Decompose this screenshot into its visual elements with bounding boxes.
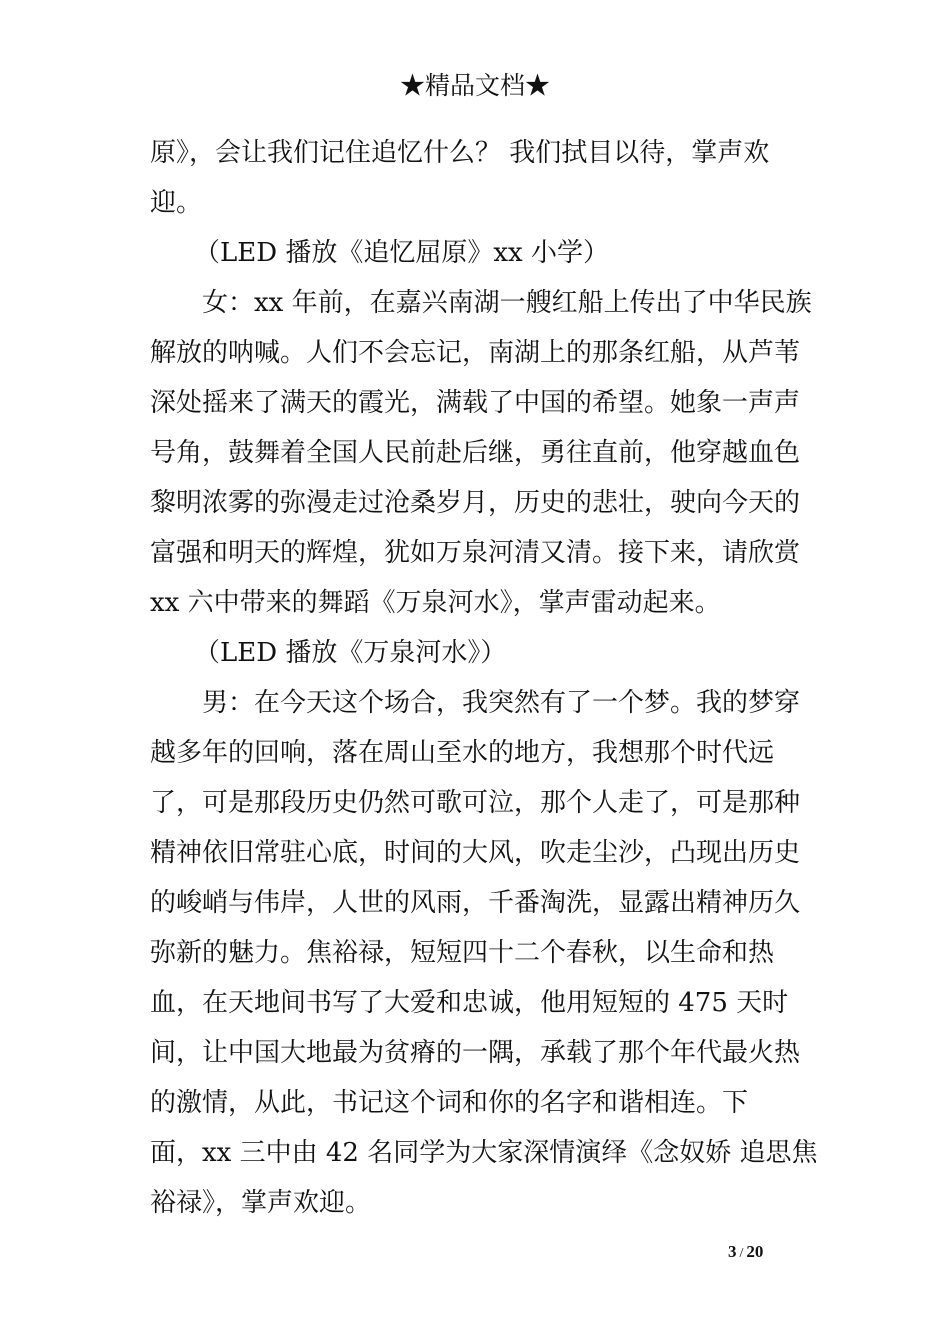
text-line: 男：在今天这个场合，我突然有了一个梦。我的梦穿 bbox=[202, 688, 801, 718]
text-line: 解放的呐喊。人们不会忘记，南湖上的那条红船，从芦苇 bbox=[150, 338, 801, 368]
header-title: ★精品文档★ bbox=[399, 71, 550, 100]
current-page: 3 bbox=[728, 1242, 737, 1261]
text-line: 了，可是那段历史仍然可歌可泣，那个人走了，可是那种 bbox=[150, 788, 801, 818]
text-line: 越多年的回响，落在周山至水的地方，我想那个时代远 bbox=[150, 738, 775, 768]
text-line: 血，在天地间书写了大爱和忠诚，他用短短的 475 天时 bbox=[150, 988, 789, 1018]
text-line: 精神依旧常驻心底，时间的大风，吹走尘沙，凸现出历史 bbox=[150, 838, 801, 868]
text-line: 裕禄》，掌声欢迎。 bbox=[150, 1188, 372, 1218]
stage-direction: （LED 播放《追忆屈原》xx 小学） bbox=[194, 238, 609, 268]
text-line: 号角，鼓舞着全国人民前赴后继，勇往直前，他穿越血色 bbox=[150, 438, 801, 468]
text-line: 原》，会让我们记住追忆什么？ 我们拭目以待，掌声欢 bbox=[150, 138, 770, 168]
text-line: xx 六中带来的舞蹈《万泉河水》，掌声雷动起来。 bbox=[150, 588, 721, 618]
document-body bbox=[150, 128, 818, 1228]
stage-direction: （LED 播放《万泉河水》） bbox=[194, 638, 507, 668]
page-separator: / bbox=[739, 1246, 744, 1261]
text-line: 弥新的魅力。焦裕禄，短短四十二个春秋，以生命和热 bbox=[150, 938, 775, 968]
page-number bbox=[728, 1242, 763, 1262]
text-line: 女：xx 年前，在嘉兴南湖一艘红船上传出了中华民族 bbox=[202, 288, 812, 318]
text-line: 的激情，从此，书记这个词和你的名字和谐相连。下 bbox=[150, 1088, 749, 1118]
text-line: 间，让中国大地最为贫瘠的一隅，承载了那个年代最火热 bbox=[150, 1038, 801, 1068]
text-line: 黎明浓雾的弥漫走过沧桑岁月，历史的悲壮，驶向今天的 bbox=[150, 488, 801, 518]
text-line: 迎。 bbox=[150, 188, 203, 218]
text-line: 深处摇来了满天的霞光，满载了中国的希望。她象一声声 bbox=[150, 388, 801, 418]
document-header bbox=[0, 70, 950, 102]
text-line: 的峻峭与伟岸，人世的风雨，千番淘洗，显露出精神历久 bbox=[150, 888, 801, 918]
text-line: 面，xx 三中由 42 名同学为大家深情演绎《念奴娇 追思焦 bbox=[150, 1138, 818, 1168]
text-line: 富强和明天的辉煌，犹如万泉河清又清。接下来，请欣赏 bbox=[150, 538, 801, 568]
total-pages: 20 bbox=[746, 1242, 764, 1261]
